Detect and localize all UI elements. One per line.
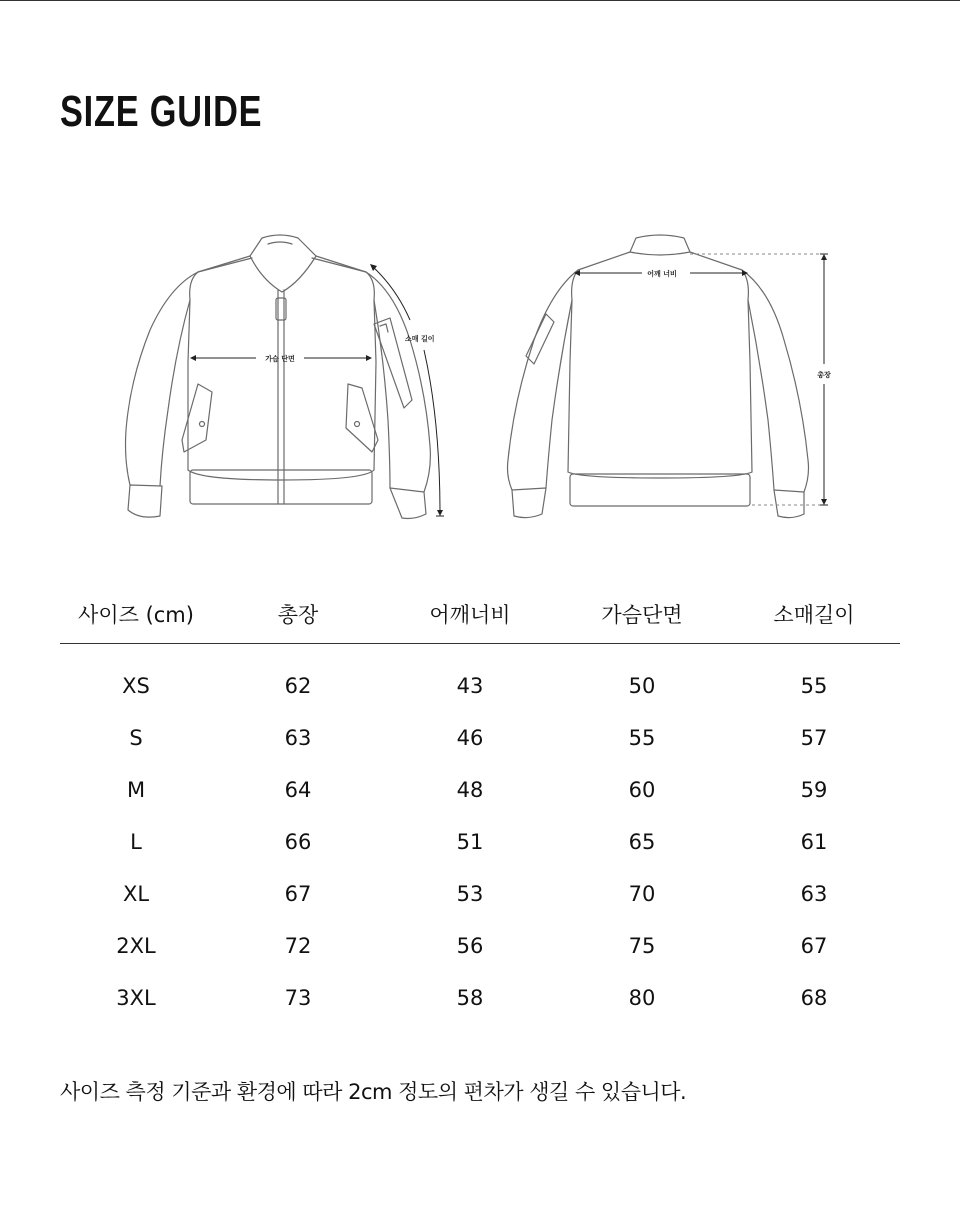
table-header-row [60,585,900,644]
total-length-label: 총장 [817,371,831,379]
cell-total-length: 64 [284,778,312,802]
table-row [60,764,900,816]
cell-sleeve-length: 67 [800,934,828,958]
table-row [60,712,900,764]
cell-size: 3XL [116,986,156,1010]
page-title: SIZE GUIDE [60,87,263,136]
header-sleeve-length: 소매길이 [728,585,900,644]
table-row [60,816,900,868]
cell-shoulder-width: 51 [456,830,484,854]
cell-sleeve-length: 68 [800,986,828,1010]
cell-shoulder-width: 56 [456,934,484,958]
cell-sleeve-length: 55 [800,674,828,698]
cell-chest-width: 70 [628,882,656,906]
cell-sleeve-length: 61 [800,830,828,854]
cell-size: 2XL [116,934,156,958]
cell-total-length: 66 [284,830,312,854]
header-size: 사이즈 (cm) [60,585,212,644]
top-divider [0,0,960,1]
size-note: 사이즈 측정 기준과 환경에 따라 2cm 정도의 편차가 생길 수 있습니다. [60,1080,687,1104]
shoulder-width-label: 어깨 너비 [647,270,677,278]
cell-shoulder-width: 46 [456,726,484,750]
cell-size: M [126,778,146,802]
cell-sleeve-length: 59 [800,778,828,802]
size-diagram [0,220,960,530]
cell-chest-width: 55 [628,726,656,750]
sleeve-length-label: 소매 길이 [405,335,435,343]
cell-size: XL [122,882,150,906]
cell-chest-width: 65 [628,830,656,854]
cell-total-length: 72 [284,934,312,958]
cell-size: L [130,830,142,854]
cell-total-length: 67 [284,882,312,906]
cell-chest-width: 50 [628,674,656,698]
cell-shoulder-width: 53 [456,882,484,906]
cell-total-length: 63 [284,726,312,750]
cell-size: XS [122,674,150,698]
cell-sleeve-length: 57 [800,726,828,750]
header-chest-width: 가슴단면 [556,585,728,644]
table-row [60,920,900,972]
cell-total-length: 62 [284,674,312,698]
cell-size: S [129,726,143,750]
table-row [60,644,900,713]
cell-chest-width: 75 [628,934,656,958]
back-measurements [574,254,828,505]
cell-shoulder-width: 58 [456,986,484,1010]
cell-sleeve-length: 63 [800,882,828,906]
cell-chest-width: 80 [628,986,656,1010]
jacket-front-illustration [126,235,431,519]
cell-shoulder-width: 43 [456,674,484,698]
size-table [60,585,900,1024]
table-row [60,868,900,920]
cell-shoulder-width: 48 [456,778,484,802]
header-shoulder-width: 어깨너비 [384,585,556,644]
header-total-length: 총장 [212,585,384,644]
cell-chest-width: 60 [628,778,656,802]
cell-total-length: 73 [284,986,312,1010]
table-row [60,972,900,1024]
chest-width-label: 가슴 단면 [265,355,295,363]
